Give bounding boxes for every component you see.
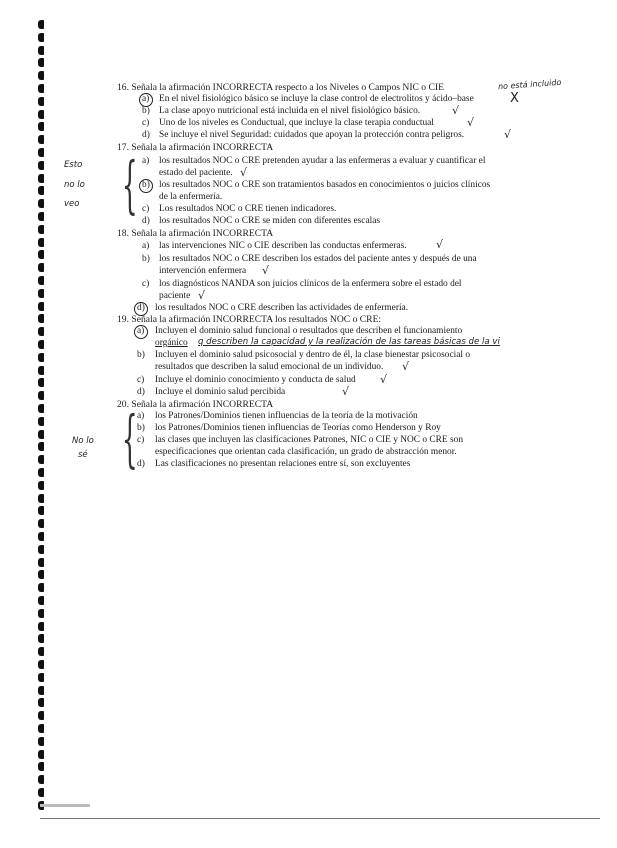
- q20-option-d-text: Las clasificaciones no presentan relaciones entre sí, son excluyentes: [155, 459, 411, 469]
- binder-hole: [38, 302, 44, 311]
- q16-option-c-text: Uno de los niveles es Conductual, que incluye la clase terapia conductual: [159, 118, 434, 128]
- q20-option-a-letter: a): [137, 411, 145, 421]
- binder-hole: [38, 545, 44, 554]
- binder-hole: [38, 455, 44, 464]
- binder-hole: [38, 263, 44, 272]
- check-mark-icon: √: [402, 360, 410, 373]
- q18-option-c-letter: c): [142, 279, 150, 289]
- check-mark-icon: √: [262, 264, 270, 277]
- binder-hole: [38, 58, 44, 67]
- binder-hole: [38, 481, 44, 490]
- binder-hole: [38, 378, 44, 387]
- question-20-title: 20. Señala la afirmación INCORRECTA: [117, 399, 274, 410]
- page-bottom-line: [40, 818, 600, 819]
- q18-option-c-text: los diagnósticos NANDA son juicios clínicos de la enfermera sobre el estado del: [159, 279, 462, 289]
- binder-hole: [38, 289, 44, 298]
- q19-option-c-letter: c): [137, 375, 145, 385]
- check-mark-icon: √: [342, 385, 350, 398]
- q20-option-b-letter: b): [137, 423, 145, 433]
- binder-hole: [38, 353, 44, 362]
- binder-hole: [38, 250, 44, 259]
- q16-option-d-text: Se incluye el nivel Seguridad: cuidados que apoyan la protección contra peligros.: [159, 130, 465, 140]
- q16-option-c-letter: c): [142, 118, 150, 128]
- binder-hole: [38, 724, 44, 733]
- handwritten-x-mark: X: [510, 91, 519, 106]
- q18-option-a-letter: a): [142, 241, 150, 251]
- q18-option-b-cont: intervención enfermera: [159, 266, 247, 276]
- handwritten-margin-se: sé: [78, 450, 88, 460]
- binder-hole: [38, 698, 44, 707]
- check-mark-icon: √: [198, 289, 206, 302]
- binder-hole: [38, 660, 44, 669]
- binder-hole: [38, 340, 44, 349]
- q19-option-d-letter: d): [137, 387, 145, 397]
- q18-option-d-text: los resultados NOC o CRE describen las actividades de enfermería.: [155, 303, 409, 313]
- binder-hole: [38, 737, 44, 746]
- binder-hole: [38, 494, 44, 503]
- q16-option-b-text: La clase apoyo nutricional está incluida en el nivel fisiológico básico.: [159, 106, 421, 116]
- q17-option-a-letter: a): [142, 156, 150, 166]
- binder-hole: [38, 506, 44, 515]
- binder-hole: [38, 532, 44, 541]
- handwritten-brace-icon: {: [121, 148, 138, 221]
- q18-option-c-cont: paciente: [159, 291, 191, 301]
- q17-option-c-text: Los resultados NOC o CRE tienen indicadores.: [159, 204, 337, 214]
- binder-hole: [38, 314, 44, 323]
- q20-option-c-letter: c): [137, 435, 145, 445]
- binder-hole: [38, 97, 44, 106]
- check-mark-icon: √: [467, 116, 475, 129]
- check-mark-icon: √: [436, 238, 444, 251]
- binder-hole: [38, 276, 44, 285]
- binder-hole: [38, 148, 44, 157]
- handwritten-margin-no-lo: no lo: [64, 180, 85, 190]
- q16-option-a-letter: a): [142, 94, 150, 104]
- q17-option-a-text: los resultados NOC o CRE pretenden ayudar a las enfermeras a evaluar y cuantificar el: [159, 156, 486, 166]
- q18-option-a-text: las intervenciones NIC o CIE describen las conductas enfermeras.: [159, 241, 407, 251]
- q17-option-d-text: los resultados NOC o CRE se miden con diferentes escalas: [159, 216, 381, 226]
- binder-hole: [38, 174, 44, 183]
- binder-hole: [38, 199, 44, 208]
- handwritten-note-capacidad: q describen la capacidad y la realización de las tareas básicas de la vi: [198, 337, 500, 347]
- binder-hole: [38, 686, 44, 695]
- q20-option-c-text: las clases que incluyen las clasificaciones Patrones, NIC o CIE y NOC o CRE son: [155, 435, 464, 445]
- binder-hole: [38, 634, 44, 643]
- binder-hole: [38, 442, 44, 451]
- q17-option-a-cont: estado del paciente.: [159, 168, 233, 178]
- binder-hole: [38, 366, 44, 375]
- binder-hole: [38, 788, 44, 797]
- binder-hole: [38, 20, 44, 29]
- q17-option-b-text: los resultados NOC o CRE son tratamientos basados en conocimientos o juicios clínicos: [159, 180, 491, 190]
- binder-hole: [38, 762, 44, 771]
- handwritten-margin-esto: Esto: [64, 160, 83, 170]
- q18-option-b-letter: b): [142, 254, 150, 264]
- check-mark-icon: √: [452, 104, 460, 117]
- binder-hole: [38, 84, 44, 93]
- handwritten-brace-icon: {: [121, 402, 138, 475]
- q19-option-a-letter: a): [137, 326, 145, 336]
- q17-option-c-letter: c): [142, 204, 150, 214]
- binder-hole: [38, 468, 44, 477]
- q18-option-b-text: los resultados NOC o CRE describen los estados del paciente antes y después de una: [159, 254, 477, 264]
- binder-hole: [38, 609, 44, 618]
- handwritten-margin-veo: veo: [64, 199, 80, 209]
- q16-option-a-text: En el nivel fisiológico básico se incluye la clase control de electrolitos y ácido–base: [159, 94, 474, 104]
- binder-hole: [38, 519, 44, 528]
- q17-option-b-cont: de la enfermería.: [159, 192, 223, 202]
- binder-hole: [38, 186, 44, 195]
- q18-option-d-letter: d): [137, 303, 145, 313]
- binder-hole: [38, 647, 44, 656]
- q19-option-c-text: Incluye el dominio conocimiento y conducta de salud: [155, 375, 356, 385]
- binder-hole: [38, 417, 44, 426]
- binder-hole: [38, 404, 44, 413]
- binder-hole: [38, 711, 44, 720]
- question-17-title: 17. Señala la afirmación INCORRECTA: [117, 142, 274, 153]
- q19-option-d-text: Incluye el dominio salud percibida: [155, 387, 286, 397]
- binder-hole: [38, 391, 44, 400]
- binder-hole: [38, 596, 44, 605]
- q17-option-b-letter: b): [142, 180, 150, 190]
- binder-hole: [38, 238, 44, 247]
- binder-hole: [38, 71, 44, 80]
- binder-hole: [38, 570, 44, 579]
- binder-hole: [38, 110, 44, 119]
- handwritten-note-no-incluido: no está incluido: [497, 77, 562, 92]
- question-16-title: 16. Señala la afirmación INCORRECTA respecto a los Niveles o Campos NIC o CIE: [117, 82, 444, 93]
- binder-hole: [38, 583, 44, 592]
- binder-hole: [38, 327, 44, 336]
- q19-option-b-cont: resultados que describen la salud emocional de un individuo.: [155, 362, 384, 372]
- binder-hole: [38, 775, 44, 784]
- binder-hole: [38, 750, 44, 759]
- binder-hole: [38, 135, 44, 144]
- check-mark-icon: √: [504, 128, 512, 141]
- binder-hole: [38, 46, 44, 55]
- binder-hole: [38, 161, 44, 170]
- binder-hole: [38, 430, 44, 439]
- binder-hole: [38, 673, 44, 682]
- q20-option-d-letter: d): [137, 459, 145, 469]
- check-mark-icon: √: [240, 166, 248, 179]
- q19-option-b-letter: b): [137, 350, 145, 360]
- q20-option-a-text: los Patrones/Dominios tienen influencias de la teoría de la motivación: [155, 411, 418, 421]
- binder-hole: [38, 122, 44, 131]
- question-18-title: 18. Señala la afirmación INCORRECTA: [117, 228, 274, 239]
- binder-hole: [38, 225, 44, 234]
- scan-smudge: [40, 804, 90, 807]
- binder-holes: [38, 20, 50, 820]
- handwritten-margin-no-lo: No lo: [72, 436, 94, 446]
- q20-option-b-text: los Patrones/Dominios tienen influencias de Teorías como Henderson y Roy: [155, 423, 441, 433]
- binder-hole: [38, 622, 44, 631]
- q19-option-a-text: Incluyen el dominio salud funcional o resultados que describen el funcionamiento: [155, 326, 463, 336]
- q16-option-d-letter: d): [142, 130, 150, 140]
- q20-option-c-cont: especificaciones que orientan cada clasificación, un grado de abstracción menor.: [155, 447, 457, 457]
- binder-hole: [38, 33, 44, 42]
- binder-hole: [38, 558, 44, 567]
- q16-option-b-letter: b): [142, 106, 150, 116]
- q19-option-a-cont: orgánico: [155, 338, 188, 348]
- check-mark-icon: √: [380, 373, 388, 386]
- binder-hole: [38, 212, 44, 221]
- q17-option-d-letter: d): [142, 216, 150, 226]
- q19-option-b-text: Incluyen el dominio salud psicosocial y dentro de él, la clase bienestar psicosocial o: [155, 350, 471, 360]
- question-19-title: 19. Señala la afirmación INCORRECTA los resultados NOC o CRE:: [117, 314, 382, 325]
